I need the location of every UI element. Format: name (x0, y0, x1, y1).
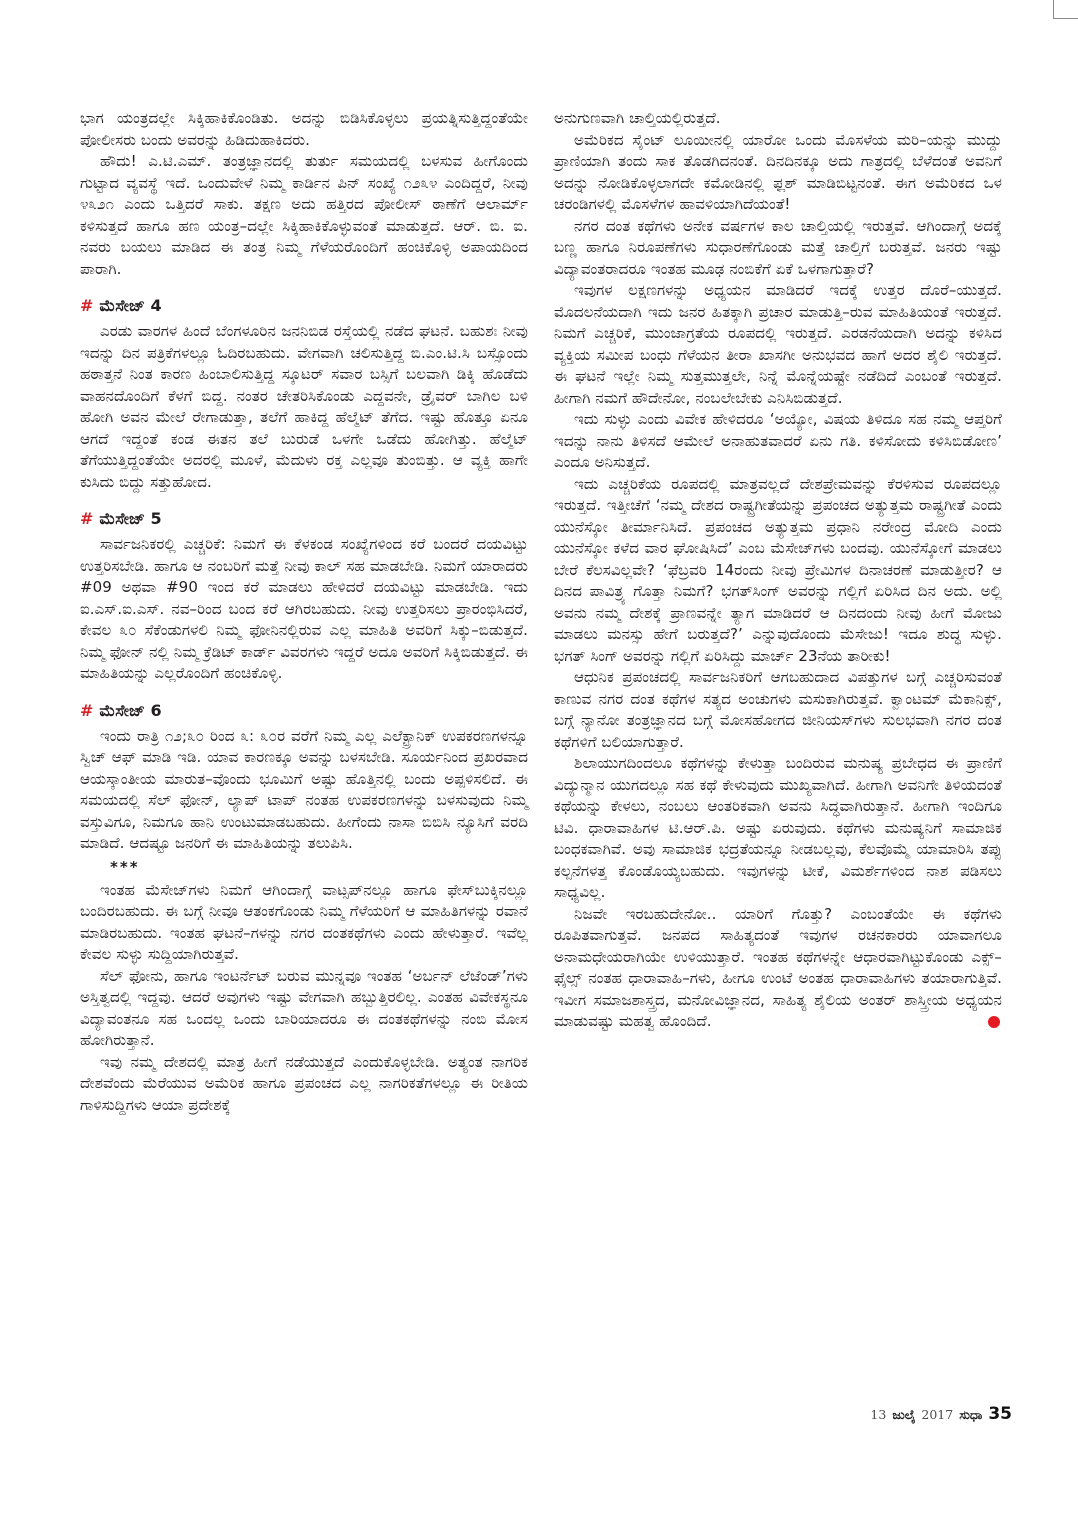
paragraph-text: ನಿಜವೇ ಇರಬಹುದೇನೋ.. ಯಾರಿಗೆ ಗೊತ್ತು? ಎಂಬಂತೆಯೇ ಈ ಕಥೆಗಳು ರೂಪಿತವಾಗುತ್ತವೆ. ಜನಪದ ಸಾಹಿತ್ಯದಂತೆ ಇವುಗಳ ರಚನಕಾರರು ಯಾವಾಗಲೂ ಅನಾಮಧೇಯರಾಗಿಯೇ ಉಳಿಯುತ್ತಾರೆ. ಇಂತಹ ಕಥೆಗಳನ್ನೇ ಆಧಾರವಾಗಿಟ್ಟುಕೊಂಡು ಎಕ್ಸ್–ಫೈಲ್ಸ್ ನಂತಹ ಧಾರಾವಾಹಿ–ಗಳು, ಹೀಗೂ ಉಂಟೆ ಅಂತಹ ಧಾರಾವಾಹಿಗಳು ತಯಾರಾಗುತ್ತಿವೆ. ಇವೀಗ ಸಮಾಜಶಾಸ್ತ್ರದ, ಮನೋವಿಜ್ಞಾನದ, ಸಾಹಿತ್ಯ ಶೈಲಿಯ ಅಂತರ್ ಶಾಸ್ತ್ರೀಯ ಅಧ್ಯಯನ ಮಾಡುವಷ್ಟು ಮಹತ್ವ ಹೊಂದಿದೆ. (554, 904, 1002, 1030)
footer-magazine-title: ಸುಧಾ (959, 1407, 983, 1422)
footer-date-day: 13 (870, 1407, 887, 1422)
paragraph: ಎರಡು ವಾರಗಳ ಹಿಂದೆ ಬೆಂಗಳೂರಿನ ಜನನಿಬಿಡ ರಸ್ತೆಯಲ್ಲಿ ನಡೆದ ಘಟನೆ. ಬಹುಶಃ ನೀವು ಇದನ್ನು ದಿನ ಪತ್ರಿಕೆಗಳಲ್ಲೂ ಓದಿರಬಹುದು. ವೇಗವಾಗಿ ಚಲಿಸುತ್ತಿದ್ದ ಬಿ.ಎಂ.ಟಿ.ಸಿ ಬಸ್ಸೊಂದು ಹಠಾತ್ತನೆ ನಿಂತ ಕಾರಣ ಹಿಂಬಾಲಿಸುತ್ತಿದ್ದ ಸ್ಕೂಟರ್ ಸವಾರ ಬಸ್ಸಿಗೆ ಬಲವಾಗಿ ಡಿಕ್ಕಿ ಹೊಡೆದು ವಾಹನದೊಂದಿಗೆ ಕೆಳಗೆ ಬಿದ್ದ. ನಂತರ ಚೇತರಿಸಿಕೊಂಡು ಎದ್ದವನೇ, ಡ್ರೈವರ್ ಬಾಗಿಲ ಬಳಿ ಹೋಗಿ ಅವನ ಮೇಲೆ ರೇಗಾಡುತ್ತಾ, ತಲೆಗೆ ಹಾಕಿದ್ದ ಹೆಲ್ಮೆಟ್ ತೆಗೆದ. ಇಷ್ಟು ಹೊತ್ತೂ ಏನೂ ಆಗದೆ ಇದ್ದಂತೆ ಕಂಡ ಈತನ ತಲೆ ಬುರುಡೆ ಒಳಗೇ ಒಡೆದು ಹೋಗಿತ್ತು. ಹೆಲ್ಮೆಟ್ ತೆಗೆಯುತ್ತಿದ್ದಂತೆಯೇ ಅದರಲ್ಲಿ ಮೂಳೆ, ಮೆದುಳು ರಕ್ತ ಎಲ್ಲವೂ ತುಂಬಿತ್ತು. ಆ ವ್ಯಕ್ತಿ ಹಾಗೇ ಕುಸಿದು ಬಿದ್ದು ಸತ್ತುಹೋದ. (80, 322, 528, 491)
section-heading-msg4 (80, 296, 528, 316)
hash-icon: # (80, 700, 94, 720)
paragraph: ಶಿಲಾಯುಗದಿಂದಲೂ ಕಥೆಗಳನ್ನು ಕೇಳುತ್ತಾ ಬಂದಿರುವ ಮನುಷ್ಯ ಪ್ರಬೇಧದ ಈ ಪ್ರಾಣಿಗೆ ವಿದ್ಯುನ್ಮಾನ ಯುಗದಲ್ಲೂ ಸಹ ಕಥೆ ಕೇಳುವುದು ಮುಖ್ಯವಾಗಿದೆ. ಹೀಗಾಗಿ ಅವನಿಗೇ ತಿಳಿಯದಂತೆ ಕಥೆಯನ್ನು ಕೇಳಲು, ನಂಬಲು ಆಂತರಿಕವಾಗಿ ಅವನು ಸಿದ್ಧವಾಗಿರುತ್ತಾನೆ. ಹೀಗಾಗಿ ಇಂದಿಗೂ ಟಿವಿ. ಧಾರಾವಾಹಿಗಳ ಟಿ.ಆರ್.ಪಿ. ಅಷ್ಟು ಏರುವುದು. ಕಥೆಗಳು ಮನುಷ್ಯನಿಗೆ ಸಾಮಾಜಿಕ ಬಂಧಕವಾಗಿವೆ. ಅವು ಸಾಮಾಜಿಕ ಭದ್ರತೆಯನ್ನೂ ನೀಡಬಲ್ಲವು, ಕೆಲವೊಮ್ಮೆ ಯಾಮಾರಿಸಿ ತಪ್ಪು ಕಲ್ಪನೆಗಳತ್ತ ಕೊಂಡೊಯ್ಯಬಹುದು. ಇವುಗಳನ್ನು ಟೀಕೆ, ವಿಮರ್ಶೆಗಳಿಂದ ನಾಶ ಪಡಿಸಲು ಸಾಧ್ಯವಿಲ್ಲ. (554, 754, 1002, 901)
paragraph: ಭಾಗ ಯಂತ್ರದಲ್ಲೇ ಸಿಕ್ಕಿಹಾಕಿಕೊಂಡಿತು. ಅದನ್ನು ಬಿಡಿಸಿಕೊಳ್ಳಲು ಪ್ರಯತ್ನಿಸುತ್ತಿದ್ದಂತೆಯೇ ಪೋಲೀಸರು ಬಂದು ಅವರನ್ನು ಹಿಡಿದುಹಾಕಿದರು. (80, 109, 528, 149)
paragraph: ಸಾರ್ವಜನಿಕರಲ್ಲಿ ಎಚ್ಚರಿಕೆ: ನಿಮಗೆ ಈ ಕೆಳಕಂಡ ಸಂಖ್ಯೆಗಳಿಂದ ಕರೆ ಬಂದರೆ ದಯವಿಟ್ಟು ಉತ್ತರಿಸಬೇಡಿ. ಹಾಗೂ ಆ ನಂಬರಿಗೆ ಮತ್ತೆ ನೀವು ಕಾಲ್ ಸಹ ಮಾಡಬೇಡಿ. ನಿಮಗೆ ಯಾರಾದರು #09 ಅಥವಾ #90 ಇಂದ ಕರೆ ಮಾಡಲು ಹೇಳಿದರೆ ದಯವಿಟ್ಟು ಮಾಡಬೇಡಿ. ಇದು ಐ.ಎಸ್.ಐ.ಎಸ್. ನವ–ರಿಂದ ಬಂದ ಕರೆ ಆಗಿರಬಹುದು. ನೀವು ಉತ್ತರಿಸಲು ಪ್ರಾರಂಭಿಸಿದರೆ, ಕೇವಲ ೩೦ ಸೆಕೆಂಡುಗಳಲಿ ನಿಮ್ಮ ಫೋನಿನಲ್ಲಿರುವ ಎಲ್ಲ ಮಾಹಿತಿ ಅವರಿಗೆ ಸಿಕ್ಕು–ಬಿಡುತ್ತದೆ. ನಿಮ್ಮ ಫೋನ್ ನಲ್ಲಿ ನಿಮ್ಮ ಕ್ರೆಡಿಟ್ ಕಾರ್ಡ್ ವಿವರಗಳು ಇದ್ದರೆ ಅದೂ ಅವರಿಗೆ ಸಿಕ್ಕಿಬಿಡುತ್ತದೆ. ಈ ಮಾಹಿತಿಯನ್ನು ಎಲ್ಲರೊಂದಿಗೆ ಹಂಚಿಕೊಳ್ಳಿ. (80, 535, 528, 682)
section-heading-label: ಮೆಸೇಜ್ 6 (99, 700, 162, 720)
end-mark-dot (988, 1016, 1000, 1028)
section-heading-msg5 (80, 509, 528, 529)
footer-date-month: ಜುಲೈ (892, 1407, 916, 1422)
paragraph: ಇದು ಸುಳ್ಳು ಎಂದು ವಿವೇಕ ಹೇಳಿದರೂ ‘ಅಯ್ಯೋ, ವಿಷಯ ತಿಳಿದೂ ಸಹ ನಮ್ಮ ಆಪ್ತರಿಗೆ ಇದನ್ನು ನಾನು ತಿಳಿಸದೆ ಆಮೇಲೆ ಅನಾಹುತವಾದರೆ ಏನು ಗತಿ. ಕಳಿಸೋದು ಕಳಿಸಿಬಿಡೋಣ’ ಎಂದೂ ಅನಿಸುತ್ತದೆ. (554, 410, 1002, 471)
separator-stars: *** (110, 857, 140, 876)
paragraph: ಇದು ಎಚ್ಚರಿಕೆಯ ರೂಪದಲ್ಲಿ ಮಾತ್ರವಲ್ಲದೆ ದೇಶಪ್ರೇಮವನ್ನು ಕೆರಳಿಸುವ ರೂಪದಲ್ಲೂ ಇರುತ್ತದೆ. ಇತ್ತೀಚೆಗೆ ‘ನಮ್ಮ ದೇಶದ ರಾಷ್ಟ್ರಗೀತೆಯನ್ನು ಪ್ರಪಂಚದ ಅತ್ಯುತ್ತಮ ರಾಷ್ಟ್ರಗೀತೆ ಎಂದು ಯುನೆಸ್ಕೋ ತೀರ್ಮಾನಿಸಿದೆ. ಪ್ರಪಂಚದ ಅತ್ಯುತ್ತಮ ಪ್ರಧಾನಿ ನರೇಂದ್ರ ಮೋದಿ ಎಂದು ಯುನೆಸ್ಕೋ ಕಳೆದ ವಾರ ಘೋಷಿಸಿದೆ’ ಎಂಬ ಮೆಸೇಜ್‌ಗಳು ಬಂದವು. ಯುನೆಸ್ಕೋಗೆ ಮಾಡಲು ಬೇರೆ ಕೆಲಸವಿಲ್ಲವೇ? ‘ಫೆಬ್ರವರಿ 14ರಂದು ನೀವು ಪ್ರೇಮಿಗಳ ದಿನಾಚರಣೆ ಮಾಡುತ್ತೀರ? ಆ ದಿನದ ಪಾವಿತ್ರ್ಯ ಗೊತ್ತಾ ನಿಮಗೆ? ಭಗತ್‌ಸಿಂಗ್ ಅವರನ್ನು ಗಲ್ಲಿಗೆ ಏರಿಸಿದ ದಿನ ಅದು. ಅಲ್ಲಿ ಅವನು ನಮ್ಮ ದೇಶಕ್ಕೆ ಪ್ರಾಣವನ್ನೇ ತ್ಯಾಗ ಮಾಡಿದರೆ ಆ ದಿನದಂದು ನೀವು ಹೀಗೆ ಮೋಜು ಮಾಡಲು ಮನಸ್ಸು ಹೇಗೆ ಬರುತ್ತದೆ?’ ಎನ್ನುವುದೊಂದು ಮೆಸೇಜು! ಇದೂ ಶುದ್ಧ ಸುಳ್ಳು. ಭಗತ್ ಸಿಂಗ್ ಅವರನ್ನು ಗಲ್ಲಿಗೆ ಏರಿಸಿದ್ದು ಮಾರ್ಚ್ 23ನೆಯ ತಾರೀಕು! (554, 474, 1002, 665)
article-column-right (554, 108, 1002, 1116)
footer-date-year: 2017 (921, 1407, 954, 1422)
hash-icon: # (80, 296, 94, 315)
paragraph: ಇಂತಹ ಮೆಸೇಜ್‌ಗಳು ನಿಮಗೆ ಆಗಿಂದಾಗ್ಗೆ ವಾಟ್ಸಪ್‌ನಲ್ಲೂ ಹಾಗೂ ಫೇಸ್‌ಬುಕ್ಕಿನಲ್ಲೂ ಬಂದಿರಬಹುದು. ಈ ಬಗ್ಗೆ ನೀವೂ ಆತಂಕಗೊಂಡು ನಿಮ್ಮ ಗೆಳೆಯರಿಗೆ ಆ ಮಾಹಿತಿಗಳನ್ನು ರವಾನೆ ಮಾಡಿರಬಹುದು. ಇಂತಹ ಘಟನೆ–ಗಳನ್ನು ನಗರ ದಂತಕಥೆಗಳು ಎಂದು ಹೇಳುತ್ತಾರೆ. ಇವೆಲ್ಲ ಕೇವಲ ಸುಳ್ಳು ಸುದ್ದಿಯಾಗಿರುತ್ತವೆ. (80, 880, 528, 963)
paragraph (554, 904, 1002, 1033)
paragraph: ಅಮೆರಿಕದ ಸೈಂಟ್ ಲೂಯೀನಲ್ಲಿ ಯಾರೋ ಒಂದು ಮೊಸಳೆಯ ಮರಿ–ಯನ್ನು ಮುದ್ದು ಪ್ರಾಣಿಯಾಗಿ ತಂದು ಸಾಕ ತೊಡಗಿದನಂತೆ. ದಿನದಿನಕ್ಕೂ ಅದು ಗಾತ್ರದಲ್ಲಿ ಬೆಳೆದಂತೆ ಅವನಿಗೆ ಅದನ್ನು ನೋಡಿಕೊಳ್ಳಲಾಗದೇ ಕಮೋಡಿನಲ್ಲಿ ಫ್ಲಶ್ ಮಾಡಿಬಿಟ್ಟನಂತೆ. ಈಗ ಅಮೆರಿಕದ ಒಳ ಚರಂಡಿಗಳಲ್ಲಿ ಮೊಸಳೆಗಳ ಹಾವಳಿಯಾಗಿದೆಯಂತೆ! (554, 130, 1002, 213)
paragraph: ಅನುಗುಣವಾಗಿ ಚಾಲ್ತಿಯಲ್ಲಿರುತ್ತದೆ. (554, 109, 721, 127)
paragraph: ಆಧುನಿಕ ಪ್ರಪಂಚದಲ್ಲಿ ಸಾರ್ವಜನಿಕರಿಗೆ ಆಗಬಹುದಾದ ವಿಪತ್ತುಗಳ ಬಗ್ಗೆ ಎಚ್ಚರಿಸುವಂತೆ ಕಾಣುವ ನಗರ ದಂತ ಕಥೆಗಳ ಸತ್ಯದ ಅಂಚುಗಳು ಮಸುಕಾಗಿರುತ್ತವೆ. ಕ್ವಾಂಟಮ್ ಮೆಕಾನಿಕ್ಸ್, ಬಗ್ಗೆ ನ್ಯಾನೋ ತಂತ್ರಜ್ಞಾನದ ಬಗ್ಗೆ ಮೋಸಹೋಗದ ಜೀನಿಯಸ್‌ಗಳು ಸುಲಭವಾಗಿ ನಗರ ದಂತ ಕಥೆಗಳಿಗೆ ಬಲಿಯಾಗುತ್ತಾರೆ. (554, 668, 1002, 751)
paragraph: ಇವು ನಮ್ಮ ದೇಶದಲ್ಲಿ ಮಾತ್ರ ಹೀಗೆ ನಡೆಯುತ್ತದೆ ಎಂದುಕೊಳ್ಳಬೇಡಿ. ಅತ್ಯಂತ ನಾಗರಿಕ ದೇಶವೆಂದು ಮೆರೆಯುವ ಅಮೆರಿಕ ಹಾಗೂ ಪ್ರಪಂಚದ ಎಲ್ಲ ನಾಗರಿಕತೆಗಳಲ್ಲೂ ಈ ರೀತಿಯ ಗಾಳಿಸುದ್ದಿಗಳು ಆಯಾ ಪ್ರದೇಶಕ್ಕೆ (80, 1052, 528, 1114)
paragraph: ಸೆಲ್ ಫೋನು, ಹಾಗೂ ಇಂಟರ್ನೆಟ್ ಬರುವ ಮುನ್ನವೂ ಇಂತಹ ‘ಅರ್ಬನ್ ಲೆಜೆಂಡ್’ಗಳು ಅಸ್ತಿತ್ವದಲ್ಲಿ ಇದ್ದವು. ಆದರೆ ಅವುಗಳು ಇಷ್ಟು ವೇಗವಾಗಿ ಹಬ್ಬುತ್ತಿರಲಿಲ್ಲ. ಎಂತಹ ವಿವೇಕಸ್ಥನೂ ವಿದ್ಯಾವಂತನೂ ಸಹ ಒಂದಲ್ಲ ಒಂದು ಬಾರಿಯಾದರೂ ಈ ದಂತಕಥೆಗಳನ್ನು ನಂಬಿ ಮೋಸ ಹೋಗಿರುತ್ತಾನೆ. (80, 966, 528, 1049)
section-heading-label: ಮೆಸೇಜ್ 4 (99, 296, 162, 315)
page-footer (870, 1404, 1012, 1424)
article-column-left (80, 108, 528, 1116)
paragraph: ನಗರ ದಂತ ಕಥೆಗಳು ಅನೇಕ ವರ್ಷಗಳ ಕಾಲ ಚಾಲ್ತಿಯಲ್ಲಿ ಇರುತ್ತವೆ. ಆಗಿಂದಾಗ್ಗೆ ಅದಕ್ಕೆ ಬಣ್ಣ ಹಾಗೂ ನಿರೂಪಣೆಗಳು ಸುಧಾರಣೆಗೊಂಡು ಮತ್ತೆ ಚಾಲ್ತಿಗೆ ಬರುತ್ತವೆ. ಜನರು ಇಷ್ಟು ವಿದ್ಯಾವಂತರಾದರೂ ಇಂತಹ ಮೂಢ ನಂಬಿಕೆಗೆ ಏಕೆ ಒಳಗಾಗುತ್ತಾರೆ? (554, 216, 1002, 278)
paragraph: ಇವುಗಳ ಲಕ್ಷಣಗಳನ್ನು ಅಧ್ಯಯನ ಮಾಡಿದರೆ ಇದಕ್ಕೆ ಉತ್ತರ ದೊರೆ–ಯುತ್ತದೆ. ಮೊದಲನೆಯದಾಗಿ ಇದು ಜನರ ಹಿತಕ್ಕಾಗಿ ಪ್ರಚಾರ ಮಾಡುತ್ತಿ–ರುವ ಮಾಹಿತಿಯಂತೆ ಇರುತ್ತದೆ. ನಿಮಗೆ ಎಚ್ಚರಿಕೆ, ಮುಂಜಾಗ್ರತೆಯ ರೂಪದಲ್ಲಿ ಇರುತ್ತದೆ. ಎರಡನೆಯದಾಗಿ ಅದನ್ನು ಕಳಿಸಿದ ವ್ಯಕ್ತಿಯ ಸಮೀಪ ಬಂಧು ಗೆಳೆಯನ ತೀರಾ ಖಾಸಗೀ ಅನುಭವದ ಹಾಗೆ ಅದರ ಶೈಲಿ ಇರುತ್ತದೆ. ಈ ಘಟನೆ ಇಲ್ಲೇ ನಿಮ್ಮ ಸುತ್ತಮುತ್ತಲೇ, ನಿನ್ನೆ ಮೊನ್ನೆಯಷ್ಟೇ ನಡೆದಿದೆ ಎಂಬಂತೆ ಇರುತ್ತದೆ. ಹೀಗಾಗಿ ನಮಗೆ ಹೌದೇನೋ, ನಂಬಲೇಬೇಕು ಎನಿಸಿಬಿಡುತ್ತದೆ. (554, 281, 1002, 407)
article-body (80, 108, 1002, 1116)
crop-mark (1053, 0, 1078, 19)
section-heading-label: ಮೆಸೇಜ್ 5 (99, 509, 162, 528)
paragraph: ಇಂದು ರಾತ್ರಿ ೧೨;೩೦ ರಿಂದ ೩: ೩೦ರ ವರೆಗೆ ನಿಮ್ಮ ಎಲ್ಲ ಎಲೆಕ್ಟ್ರಾನಿಕ್ ಉಪಕರಣಗಳನ್ನೂ ಸ್ವಿಚ್ ಆಫ್ ಮಾಡಿ ಇಡಿ. ಯಾವ ಕಾರಣಕ್ಕೂ ಅವನ್ನು ಬಳಸಬೇಡಿ. ಸೂರ್ಯನಿಂದ ಪ್ರಖರವಾದ ಆಯಸ್ಕಾಂತೀಯ ಮಾರುತ–ವೊಂದು ಭೂಮಿಗೆ ಅಷ್ಟು ಹೊತ್ತಿನಲ್ಲಿ ಬಂದು ಅಪ್ಪಳಿಸಲಿದೆ. ಈ ಸಮಯದಲ್ಲಿ ಸೆಲ್ ಫೋನ್, ಲ್ಯಾಪ್ ಟಾಪ್ ನಂತಹ ಉಪಕರಣಗಳನ್ನು ಬಳಸುವುದು ನಿಮ್ಮ ವಸ್ತುವಿಗೂ, ನಿಮಗೂ ಹಾನಿ ಉಂಟುಮಾಡಬಹುದು. ಹೀಗೆಂದು ನಾಸಾ ಬಿಬಿಸಿ ನ್ಯೂಸಿಗೆ ವರದಿ ಮಾಡಿದೆ. ಆದಷ್ಟೂ ಜನರಿಗೆ ಈ ಮಾಹಿತಿಯನ್ನು ತಲುಪಿಸಿ. (80, 726, 528, 852)
hash-icon: # (80, 509, 94, 528)
paragraph: ಹೌದು! ಎ.ಟಿ.ಎಮ್. ತಂತ್ರಜ್ಞಾನದಲ್ಲಿ ತುರ್ತು ಸಮಯದಲ್ಲಿ ಬಳಸುವ ಹೀಗೊಂದು ಗುಟ್ಟಾದ ವ್ಯವಸ್ಥೆ ಇದೆ. ಒಂದುವೇಳೆ ನಿಮ್ಮ ಕಾರ್ಡಿನ ಪಿನ್ ಸಂಖ್ಯೆ ೧೨೩೪ ಎಂದಿದ್ದರೆ, ನೀವು ೪೩೨೧ ಎಂದು ಒತ್ತಿದರೆ ಸಾಕು. ತಕ್ಷಣ ಅದು ಹತ್ತಿರದ ಪೋಲೀಸ್ ಠಾಣೆಗೆ ಆಲಾರ್ಮ್ ಕಳಿಸುತ್ತದೆ ಹಾಗೂ ಹಣ ಯಂತ್ರ–ದಲ್ಲೇ ಸಿಕ್ಕಿಹಾಕಿಕೊಳ್ಳುವಂತೆ ಮಾಡುತ್ತದೆ. ಆರ್. ಬಿ. ಐ. ನವರು ಬಯಲು ಮಾಡಿದ ಈ ತಂತ್ರ ನಿಮ್ಮ ಗೆಳೆಯರೊಂದಿಗೆ ಹಂಚಿಕೊಳ್ಳಿ ಅಪಾಯದಿಂದ ಪಾರಾಗಿ. (80, 152, 528, 278)
section-heading-msg6 (80, 701, 528, 721)
footer-page-number: 35 (988, 1404, 1012, 1424)
